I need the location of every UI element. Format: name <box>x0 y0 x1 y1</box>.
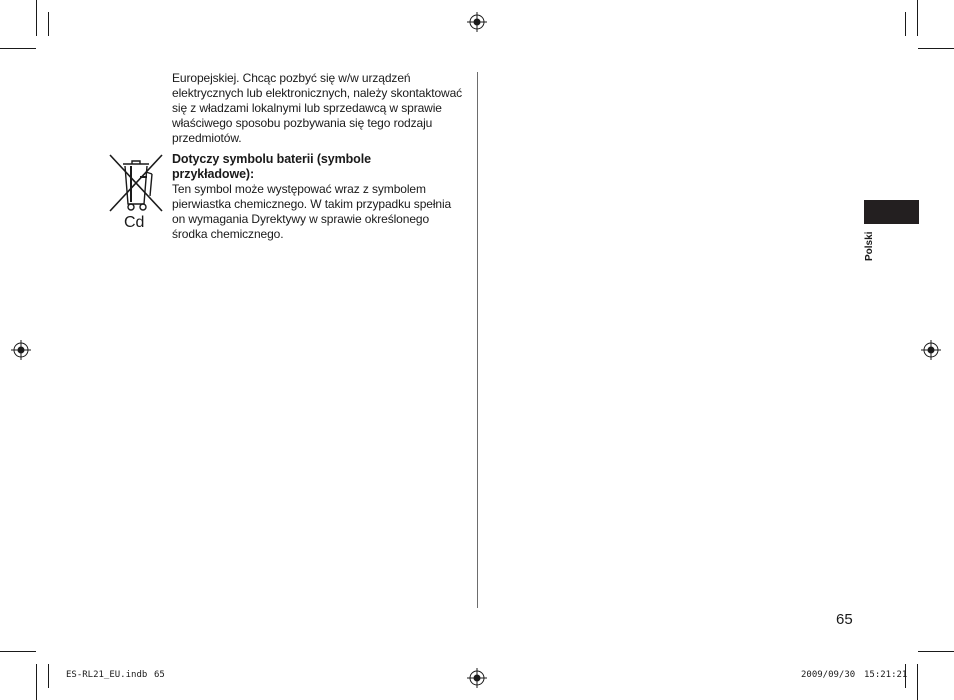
registration-mark-icon <box>467 668 487 688</box>
text-line: on wymagania Dyrektywy w sprawie określonego <box>172 212 430 226</box>
crop-mark <box>917 0 918 36</box>
language-label: Polski <box>864 231 875 261</box>
crop-mark <box>36 664 37 700</box>
page-number: 65 <box>836 611 853 628</box>
crop-mark <box>918 651 954 652</box>
crop-mark <box>905 12 906 36</box>
text-line: właściwego sposobu pozbywania się tego rodzaju <box>172 116 433 130</box>
text-line: się z władzami lokalnymi lub sprzedawcą w sprawie <box>172 101 442 115</box>
chemical-symbol-label: Cd <box>124 214 145 231</box>
section-heading: Dotyczy symbolu baterii (symbole <box>172 152 371 166</box>
battery-section <box>172 152 472 242</box>
registration-mark-icon <box>467 12 487 32</box>
intro-paragraph <box>172 71 472 146</box>
text-line: Europejskiej. Chcąc pozbyć się w/w urządzeń <box>172 71 411 85</box>
language-tab <box>864 200 919 224</box>
footer-file-name: ES-RL21_EU.indb <box>66 670 148 680</box>
crop-mark <box>0 48 36 49</box>
column-divider <box>477 72 478 608</box>
footer-time: 15:21:21 <box>864 670 908 680</box>
crop-mark <box>0 651 36 652</box>
crop-mark <box>48 12 49 36</box>
registration-mark-icon <box>921 340 941 360</box>
footer-file-page: 65 <box>154 670 165 680</box>
crop-mark <box>48 664 49 688</box>
text-line: środka chemicznego. <box>172 227 284 241</box>
crop-mark <box>917 664 918 700</box>
text-line: elektrycznych lub elektronicznych, należy skontaktować <box>172 86 463 100</box>
crossed-out-wheelie-bin-icon <box>106 152 166 214</box>
section-heading: przykładowe): <box>172 167 255 181</box>
text-line: pierwiastka chemicznego. W takim przypadku spełnia <box>172 197 452 211</box>
crop-mark <box>918 48 954 49</box>
text-line: przedmiotów. <box>172 131 242 145</box>
footer-date: 2009/09/30 <box>801 670 856 680</box>
crop-mark <box>36 0 37 36</box>
registration-mark-icon <box>11 340 31 360</box>
text-line: Ten symbol może występować wraz z symbolem <box>172 182 426 196</box>
